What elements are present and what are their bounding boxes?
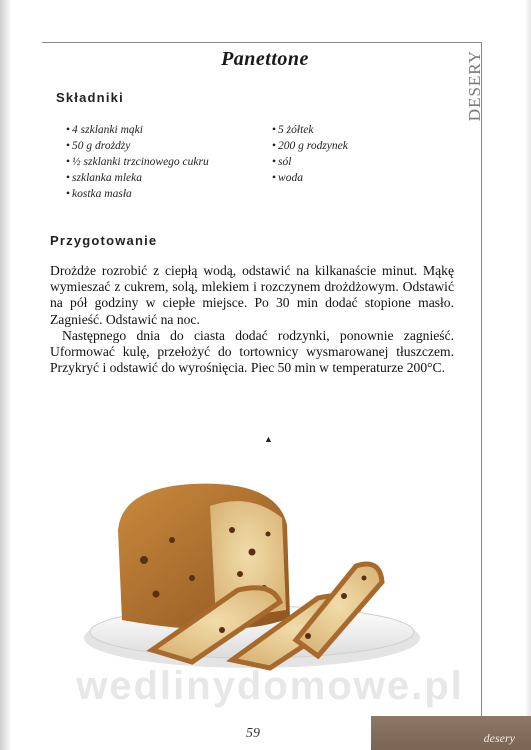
preparation-paragraph: Drożdże rozrobić z ciepłą wodą, odstawić na kilkanaście minut. Mąkę wymieszać z cukrem, solą, mlekiem i rozczynem drożdżowym. Odstawić na pół godziny w ciepłe miejsce. Po 30 min dodać stopione masło. Zagnieść. Odstawić na noc. (50, 263, 454, 327)
footer-section-label: desery (483, 731, 515, 745)
footer-section-tab (371, 716, 531, 750)
panettone-photo (82, 470, 422, 680)
arrow-mark-icon: ▲ (264, 434, 273, 444)
preparation-heading: Przygotowanie (50, 233, 158, 248)
page-gutter-shadow (0, 0, 12, 750)
ingredient-item: • kostka masła (66, 186, 209, 202)
ingredient-item: • ½ szklanki trzcinowego cukru (66, 154, 209, 170)
recipe-title: Panettone (221, 48, 309, 70)
section-tab-label: DESERY (465, 50, 484, 122)
watermark: wedlinydomowe.pl (76, 664, 464, 708)
ingredient-item: • szklanka mleka (66, 170, 209, 186)
ingredient-item: • 4 szklanki mąki (66, 122, 209, 138)
ingredient-item: • sól (272, 154, 348, 170)
ingredient-item: • 200 g rodzynek (272, 138, 348, 154)
ingredients-list-left (66, 122, 209, 202)
preparation-paragraph: Następnego dnia do ciasta dodać rodzynki, ponownie zagnieść. Uformować kulę, przełożyć do tortownicy wysmarowanej tłuszczem. Przykryć i odstawić do wyrośnięcia. Piec 50 min w temperaturze 200°C. (50, 327, 454, 376)
ingredient-item: • 5 żółtek (272, 122, 348, 138)
ingredients-heading: Składniki (56, 90, 124, 105)
page-number: 59 (246, 726, 260, 741)
ingredients-list-right (272, 122, 348, 186)
preparation-text (50, 263, 454, 376)
ingredient-item: • woda (272, 170, 348, 186)
section-tab (464, 48, 486, 124)
ingredient-item: • 50 g drożdży (66, 138, 209, 154)
page-edge (525, 0, 531, 750)
